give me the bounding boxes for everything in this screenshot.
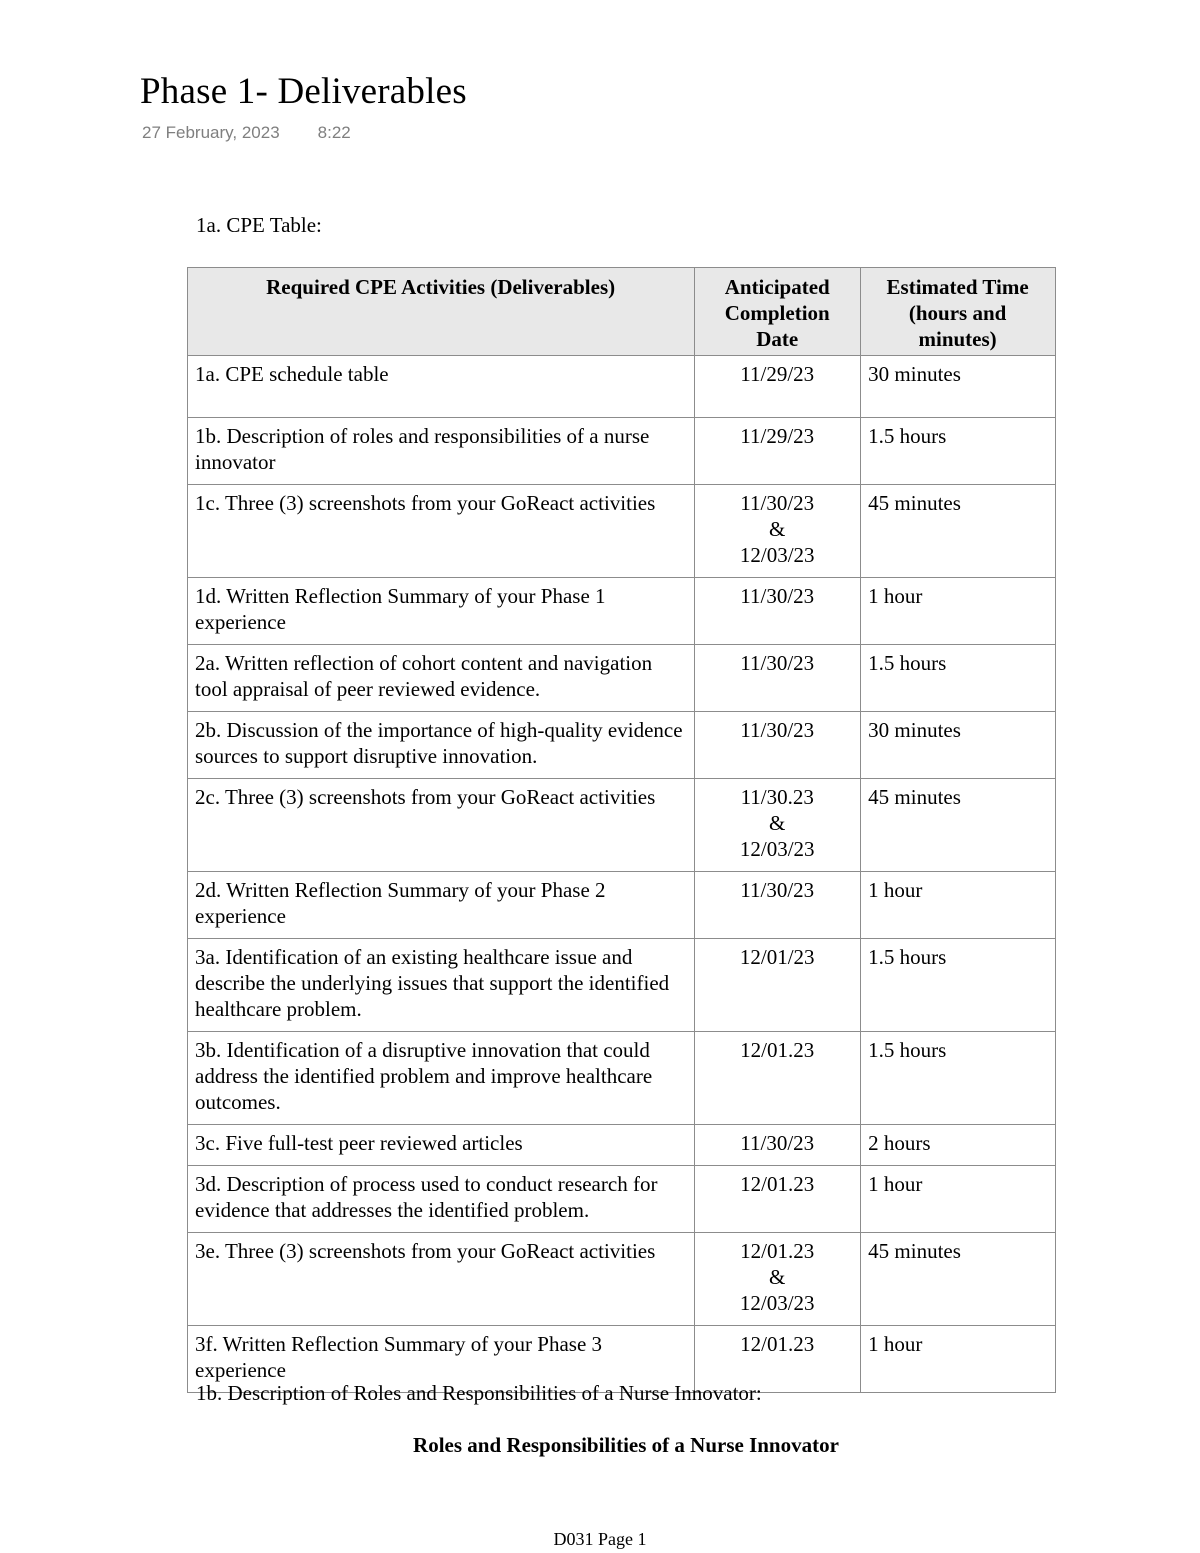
completion-date-cell: 12/01.23 — [695, 1326, 861, 1393]
table-row — [188, 939, 1056, 1032]
table-row — [188, 779, 1056, 872]
activity-cell: 2c. Three (3) screenshots from your GoReact activities — [188, 779, 695, 872]
estimated-time-cell: 45 minutes — [861, 1233, 1056, 1326]
estimated-time-cell: 1 hour — [861, 872, 1056, 939]
completion-date-cell: 12/01.23 & 12/03/23 — [695, 1233, 861, 1326]
page-title: Phase 1- Deliverables — [140, 71, 467, 112]
table-row — [188, 1032, 1056, 1125]
table-row — [188, 712, 1056, 779]
completion-date-cell: 11/30/23 — [695, 645, 861, 712]
page-metadata — [142, 123, 351, 143]
table-row — [188, 485, 1056, 578]
roles-heading: Roles and Responsibilities of a Nurse Innovator — [413, 1433, 839, 1457]
completion-date-cell: 11/30/23 — [695, 872, 861, 939]
estimated-time-cell: 1.5 hours — [861, 1032, 1056, 1125]
table-row — [188, 356, 1056, 418]
estimated-time-cell: 1.5 hours — [861, 418, 1056, 485]
estimated-time-cell: 2 hours — [861, 1125, 1056, 1166]
page-footer: D031 Page 1 — [553, 1529, 647, 1549]
activity-cell: 3e. Three (3) screenshots from your GoReact activities — [188, 1233, 695, 1326]
completion-date-cell: 11/30.23 & 12/03/23 — [695, 779, 861, 872]
table-row — [188, 578, 1056, 645]
completion-date-cell: 11/30/23 — [695, 578, 861, 645]
completion-date-cell: 11/30/23 — [695, 712, 861, 779]
header-completion-date: Anticipated Completion Date — [695, 268, 861, 356]
table-row — [188, 1233, 1056, 1326]
cpe-table — [187, 267, 1056, 1393]
estimated-time-cell: 30 minutes — [861, 356, 1056, 418]
estimated-time-cell: 45 minutes — [861, 485, 1056, 578]
page-time: 8:22 — [317, 123, 351, 142]
activity-cell: 1d. Written Reflection Summary of your Phase 1 experience — [188, 578, 695, 645]
table-row — [188, 1166, 1056, 1233]
completion-date-cell: 12/01.23 — [695, 1166, 861, 1233]
table-row — [188, 418, 1056, 485]
estimated-time-cell: 1.5 hours — [861, 645, 1056, 712]
estimated-time-cell: 1 hour — [861, 1166, 1056, 1233]
table-row — [188, 1125, 1056, 1166]
activity-cell: 2d. Written Reflection Summary of your Phase 2 experience — [188, 872, 695, 939]
completion-date-cell: 12/01/23 — [695, 939, 861, 1032]
completion-date-cell: 11/29/23 — [695, 356, 861, 418]
activity-cell: 1b. Description of roles and responsibilities of a nurse innovator — [188, 418, 695, 485]
estimated-time-cell: 30 minutes — [861, 712, 1056, 779]
activity-cell: 3d. Description of process used to conduct research for evidence that addresses the identified problem. — [188, 1166, 695, 1233]
activity-cell: 1c. Three (3) screenshots from your GoReact activities — [188, 485, 695, 578]
estimated-time-cell: 1 hour — [861, 1326, 1056, 1393]
completion-date-cell: 12/01.23 — [695, 1032, 861, 1125]
estimated-time-cell: 1.5 hours — [861, 939, 1056, 1032]
table-row — [188, 872, 1056, 939]
table-row — [188, 645, 1056, 712]
section-1a-label: 1a. CPE Table: — [196, 213, 322, 237]
table-header-row — [188, 268, 1056, 356]
activity-cell: 1a. CPE schedule table — [188, 356, 695, 418]
completion-date-cell: 11/30/23 & 12/03/23 — [695, 485, 861, 578]
activity-cell: 2b. Discussion of the importance of high-quality evidence sources to support disruptive innovation. — [188, 712, 695, 779]
completion-date-cell: 11/30/23 — [695, 1125, 861, 1166]
activity-cell: 3a. Identification of an existing healthcare issue and describe the underlying issues that support the identified healthcare problem. — [188, 939, 695, 1032]
table-body — [188, 356, 1056, 1393]
activity-cell: 3c. Five full-test peer reviewed articles — [188, 1125, 695, 1166]
header-estimated-time: Estimated Time (hours and minutes) — [861, 268, 1056, 356]
estimated-time-cell: 1 hour — [861, 578, 1056, 645]
estimated-time-cell: 45 minutes — [861, 779, 1056, 872]
header-activities: Required CPE Activities (Deliverables) — [188, 268, 695, 356]
page-date: 27 February, 2023 — [142, 123, 280, 142]
section-1b-label: 1b. Description of Roles and Responsibilities of a Nurse Innovator: — [196, 1381, 762, 1405]
activity-cell: 3f. Written Reflection Summary of your Phase 3 experience — [188, 1326, 695, 1393]
activity-cell: 2a. Written reflection of cohort content and navigation tool appraisal of peer reviewed evidence. — [188, 645, 695, 712]
completion-date-cell: 11/29/23 — [695, 418, 861, 485]
activity-cell: 3b. Identification of a disruptive innovation that could address the identified problem and improve healthcare outcomes. — [188, 1032, 695, 1125]
